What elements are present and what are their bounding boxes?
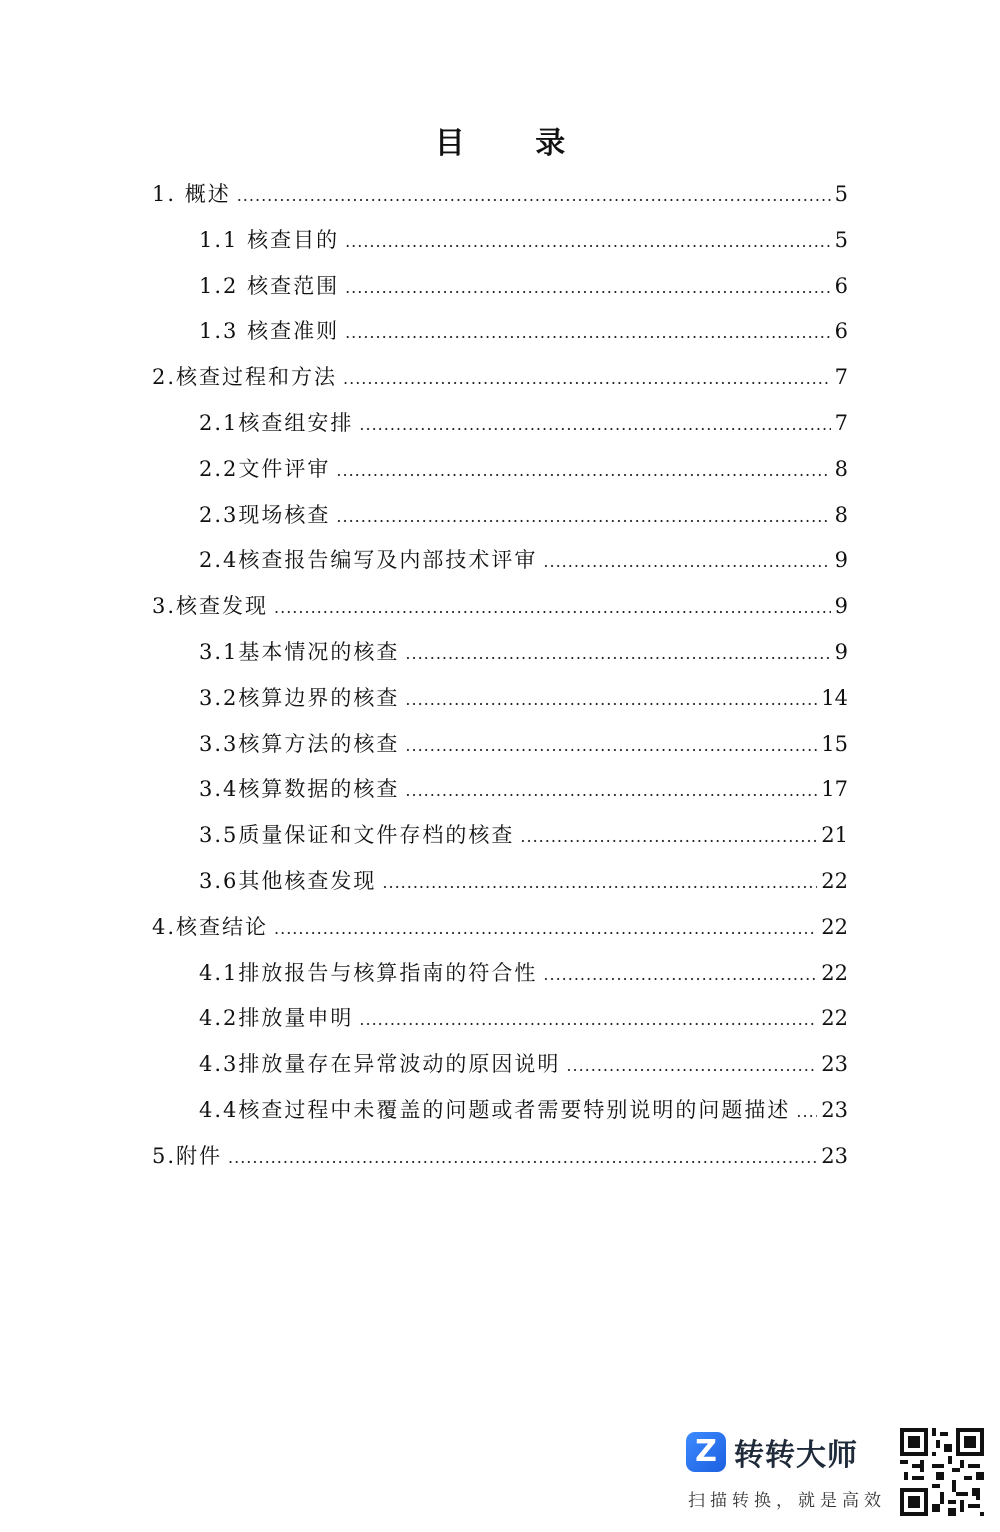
toc-leader-dots: [405, 768, 817, 814]
toc-entry[interactable]: [152, 996, 848, 1042]
toc-entry-page: 6: [834, 319, 848, 344]
brand-slogan: 扫描转换，就是高效: [688, 1491, 886, 1511]
toc-entry-page: 21: [821, 823, 848, 848]
toc-leader-dots: [274, 906, 817, 952]
toc-entry-page: 23: [821, 1143, 848, 1168]
toc-entry-label: 2.3现场核查: [199, 502, 331, 527]
toc-entry-page: 9: [834, 548, 848, 573]
toc-entry[interactable]: [152, 813, 848, 859]
toc-leader-dots: [336, 448, 830, 494]
toc-entry-page: 15: [821, 731, 848, 756]
toc-entry-page: 5: [834, 182, 848, 206]
toc-entry[interactable]: [152, 538, 848, 584]
toc-entry[interactable]: [152, 1088, 848, 1134]
toc-entry-label: 3.4核算数据的核查: [199, 777, 400, 802]
toc-leader-dots: [345, 219, 831, 265]
toc-leader-dots: [336, 494, 830, 540]
toc-entry[interactable]: [152, 218, 848, 264]
toc-entry-label: 3.6其他核查发现: [199, 868, 377, 893]
toc-leader-dots: [345, 265, 831, 311]
toc-leader-dots: [382, 860, 817, 906]
table-of-contents: [152, 172, 848, 1180]
toc-entry-label: 1.1 核查目的: [199, 227, 340, 252]
toc-entry-page: 9: [834, 639, 848, 664]
toc-entry-label: 1.3 核查准则: [199, 319, 340, 344]
toc-entry-page: 7: [834, 365, 848, 390]
toc-entry-label: 1.2 核查范围: [199, 273, 340, 298]
toc-leader-dots: [345, 310, 831, 356]
toc-leader-dots: [543, 539, 830, 585]
toc-leader-dots: [359, 997, 817, 1043]
toc-entry-label: 2.1核查组安排: [199, 410, 354, 435]
toc-entry[interactable]: [152, 1042, 848, 1088]
toc-entry[interactable]: [152, 309, 848, 355]
toc-entry-label: 5.附件: [152, 1143, 223, 1168]
toc-leader-dots: [359, 402, 830, 448]
toc-entry[interactable]: [152, 355, 848, 401]
toc-entry-label: 2.核查过程和方法: [152, 365, 338, 390]
qr-code-icon: [900, 1428, 984, 1516]
toc-entry-label: 4.3排放量存在异常波动的原因说明: [199, 1052, 561, 1077]
toc-entry-page: 22: [821, 1006, 848, 1031]
toc-entry-label: 3.3核算方法的核查: [199, 731, 400, 756]
toc-entry-label: 4.4核查过程中未覆盖的问题或者需要特别说明的问题描述: [199, 1097, 791, 1122]
toc-entry-page: 9: [834, 594, 848, 619]
toc-entry-label: 2.2文件评审: [199, 456, 331, 481]
toc-leader-dots: [405, 677, 817, 723]
toc-leader-dots: [343, 356, 831, 402]
toc-entry-label: 4.1排放报告与核算指南的符合性: [199, 960, 538, 985]
toc-entry[interactable]: [152, 722, 848, 768]
toc-entry-page: 23: [821, 1097, 848, 1122]
toc-leader-dots: [543, 952, 817, 998]
toc-leader-dots: [566, 1043, 817, 1089]
toc-leader-dots: [405, 723, 817, 769]
toc-entry-page: 17: [821, 777, 848, 802]
toc-entry-label: 4.核查结论: [152, 914, 269, 939]
toc-entry-page: 22: [821, 868, 848, 893]
toc-leader-dots: [796, 1089, 817, 1135]
toc-entry-label: 1. 概述: [152, 182, 231, 206]
toc-entry[interactable]: [152, 264, 848, 310]
toc-entry[interactable]: [152, 767, 848, 813]
toc-entry-label: 3.2核算边界的核查: [199, 685, 400, 710]
toc-entry-page: 23: [821, 1052, 848, 1077]
toc-entry[interactable]: [152, 859, 848, 905]
toc-entry[interactable]: [152, 447, 848, 493]
brand-logo-icon: Z: [686, 1432, 726, 1472]
toc-leader-dots: [237, 173, 831, 219]
toc-entry[interactable]: [152, 951, 848, 997]
toc-entry-label: 3.5质量保证和文件存档的核查: [199, 823, 515, 848]
toc-entry-page: 8: [834, 502, 848, 527]
toc-entry-page: 6: [834, 273, 848, 298]
toc-entry[interactable]: [152, 1134, 848, 1180]
toc-entry-page: 8: [834, 456, 848, 481]
toc-leader-dots: [520, 814, 817, 860]
toc-entry-page: 5: [834, 227, 848, 252]
toc-entry-label: 2.4核查报告编写及内部技术评审: [199, 548, 538, 573]
toc-entry-page: 14: [821, 685, 848, 710]
toc-entry[interactable]: [152, 172, 848, 218]
page-title: 目 录: [434, 126, 596, 161]
toc-leader-dots: [405, 631, 830, 677]
toc-entry-label: 3.核查发现: [152, 594, 269, 619]
toc-entry[interactable]: [152, 676, 848, 722]
toc-leader-dots: [274, 585, 831, 631]
watermark: [686, 1428, 986, 1518]
toc-entry[interactable]: [152, 401, 848, 447]
toc-entry-page: 22: [821, 960, 848, 985]
brand-name: 转转大师: [734, 1438, 858, 1473]
toc-entry[interactable]: [152, 493, 848, 539]
toc-entry-page: 7: [834, 410, 848, 435]
toc-leader-dots: [228, 1135, 817, 1181]
toc-entry[interactable]: [152, 584, 848, 630]
toc-entry-label: 3.1基本情况的核查: [199, 639, 400, 664]
toc-entry[interactable]: [152, 905, 848, 951]
toc-entry-label: 4.2排放量申明: [199, 1006, 354, 1031]
toc-entry-page: 22: [821, 914, 848, 939]
toc-entry[interactable]: [152, 630, 848, 676]
